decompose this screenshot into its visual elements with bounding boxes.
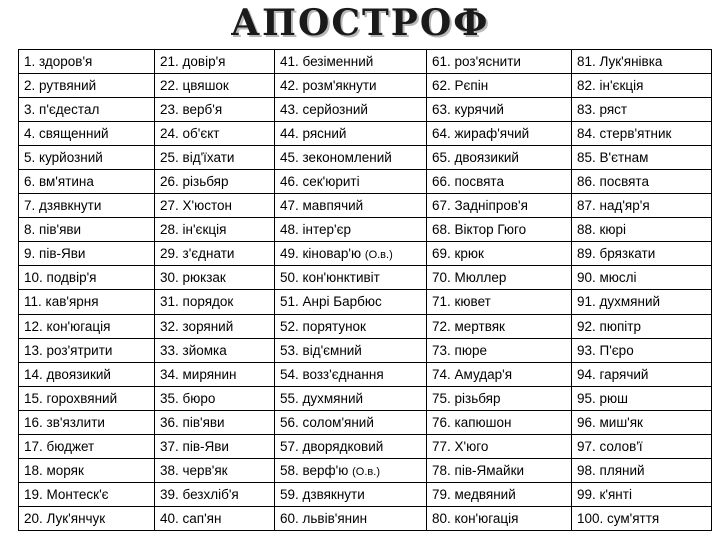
- word-cell: [572, 482, 712, 506]
- word-text: 67. Задніпров'я: [432, 198, 528, 214]
- word-text: 81. Лук'янівка: [577, 54, 663, 70]
- word-text: 41. безіменний: [280, 54, 374, 70]
- word-text: 54. возз'єднання: [280, 366, 384, 382]
- word-text: 91. духмяний: [577, 294, 661, 310]
- word-text: 51. Анрі Барбюс: [280, 294, 382, 310]
- word-cell: [155, 122, 275, 146]
- word-cell: [19, 290, 155, 314]
- word-cell: [155, 50, 275, 74]
- word-cell: [19, 242, 155, 266]
- word-cell: [155, 338, 275, 362]
- word-cell: [572, 242, 712, 266]
- word-text: 22. цвяшок: [160, 78, 229, 94]
- word-text: 17. бюджет: [24, 438, 95, 454]
- word-cell: [427, 122, 572, 146]
- word-text: 95. рюш: [577, 390, 628, 406]
- word-cell: [275, 242, 427, 266]
- word-text: 18. моряк: [24, 462, 84, 478]
- word-text: 98. пляний: [577, 462, 645, 478]
- word-cell: [572, 506, 712, 530]
- word-text: 38. черв'як: [160, 462, 228, 478]
- word-cell: [427, 170, 572, 194]
- word-cell: [19, 386, 155, 410]
- table-row: [19, 242, 712, 266]
- word-text: 53. від'ємний: [280, 342, 362, 358]
- word-text: 32. зоряний: [160, 318, 234, 334]
- page-title: АПОСТРОФ: [230, 2, 490, 44]
- table-row: [19, 194, 712, 218]
- word-text: 68. Віктор Гюго: [432, 222, 527, 238]
- word-text: 14. двоязикий: [24, 366, 111, 382]
- word-cell: [155, 218, 275, 242]
- word-cell: [155, 482, 275, 506]
- word-cell: [155, 506, 275, 530]
- word-cell: [275, 458, 427, 482]
- word-cell: [427, 290, 572, 314]
- word-cell: [155, 434, 275, 458]
- word-text: 79. медвяний: [432, 486, 516, 502]
- word-cell: [427, 458, 572, 482]
- word-cell: [19, 482, 155, 506]
- word-cell: [275, 218, 427, 242]
- word-cell: [427, 266, 572, 290]
- word-text: 16. зв'язлити: [24, 414, 105, 430]
- word-cell: [19, 50, 155, 74]
- word-text: 50. кон'юнктивіт: [280, 270, 380, 286]
- word-text: 56. солом'яний: [280, 414, 374, 430]
- table-row: [19, 338, 712, 362]
- word-cell: [427, 338, 572, 362]
- word-cell: [427, 314, 572, 338]
- word-text: 83. ряст: [577, 102, 628, 118]
- word-text: 45. зекономлений: [280, 150, 392, 166]
- word-text: 26. різьбяр: [160, 174, 229, 190]
- word-cell: [572, 362, 712, 386]
- word-text: 63. курячий: [432, 102, 504, 118]
- word-text: 96. миш'як: [577, 414, 643, 430]
- word-cell: [572, 74, 712, 98]
- word-text: 21. довір'я: [160, 54, 226, 70]
- word-cell: [155, 386, 275, 410]
- word-cell: [275, 338, 427, 362]
- word-text: 12. кон'югація: [24, 318, 111, 334]
- word-cell: [275, 410, 427, 434]
- word-text: 28. ін'єкція: [160, 222, 227, 238]
- word-text: 25. від'їхати: [160, 150, 235, 166]
- word-text: 57. дворядковий: [280, 438, 384, 454]
- word-text: 86. посвята: [577, 174, 649, 190]
- word-cell: [572, 122, 712, 146]
- word-text: 77. Х'юго: [432, 438, 489, 454]
- word-text: 97. солов'ї: [577, 438, 643, 454]
- word-cell: [427, 218, 572, 242]
- word-text: 24. об'єкт: [160, 126, 220, 142]
- word-cell: [155, 170, 275, 194]
- table-row: [19, 218, 712, 242]
- word-text: 3. п'єдестал: [24, 102, 100, 118]
- word-text: 74. Амудар'я: [432, 366, 513, 382]
- word-text: 48. інтер'єр: [280, 222, 351, 238]
- word-text: 15. горохвяний: [24, 390, 118, 406]
- word-cell: [427, 74, 572, 98]
- word-cell: [275, 194, 427, 218]
- table-row: [19, 146, 712, 170]
- word-text: 39. безхліб'я: [160, 486, 239, 502]
- word-text: 46. сек'юриті: [280, 174, 360, 190]
- word-cell: [427, 362, 572, 386]
- word-cell: [572, 266, 712, 290]
- table-row: [19, 170, 712, 194]
- word-cell: [275, 290, 427, 314]
- word-cell: [155, 146, 275, 170]
- word-text: 92. пюпітр: [577, 318, 641, 334]
- word-text: 10. подвір'я: [24, 270, 97, 286]
- word-cell: [427, 242, 572, 266]
- word-text: 43. серйозний: [280, 102, 368, 118]
- table-row: [19, 434, 712, 458]
- word-cell: [275, 74, 427, 98]
- word-text: 73. пюре: [432, 342, 487, 358]
- word-cell: [427, 194, 572, 218]
- word-cell: [19, 146, 155, 170]
- table-row: [19, 74, 712, 98]
- table-row: [19, 122, 712, 146]
- word-cell: [19, 266, 155, 290]
- word-text: 94. гарячий: [577, 366, 649, 382]
- word-text: 37. пів-Яви: [160, 438, 229, 454]
- word-text: 99. к'янті: [577, 486, 632, 502]
- word-cell: [19, 314, 155, 338]
- word-text: 100. сум'яття: [577, 510, 660, 526]
- word-text: 61. роз'яснити: [432, 54, 521, 70]
- word-text: 8. пів'яви: [24, 222, 82, 238]
- word-cell: [275, 50, 427, 74]
- word-note: (О.в.): [364, 249, 393, 262]
- word-cell: [572, 434, 712, 458]
- word-text: 47. мавпячий: [280, 198, 364, 214]
- word-text: 66. посвята: [432, 174, 504, 190]
- table-row: [19, 482, 712, 506]
- word-cell: [427, 50, 572, 74]
- word-text: 23. верб'я: [160, 102, 223, 118]
- word-table: [18, 49, 712, 531]
- word-cell: [19, 338, 155, 362]
- word-text: 55. духмяний: [280, 390, 364, 406]
- word-text: 29. з'єднати: [160, 246, 235, 262]
- word-cell: [572, 458, 712, 482]
- word-text: 82. ін'єкція: [577, 78, 644, 94]
- word-cell: [19, 122, 155, 146]
- word-text: 44. рясний: [280, 126, 347, 142]
- word-cell: [572, 338, 712, 362]
- word-cell: [155, 266, 275, 290]
- word-cell: [427, 482, 572, 506]
- word-text: 9. пів-Яви: [24, 246, 86, 262]
- word-text: 27. Х'юстон: [160, 198, 232, 214]
- word-cell: [19, 506, 155, 530]
- word-text: 58. верф'ю: [280, 462, 349, 478]
- table-row: [19, 506, 712, 530]
- word-text: 65. двоязикий: [432, 150, 519, 166]
- word-cell: [155, 74, 275, 98]
- word-cell: [19, 410, 155, 434]
- word-text: 34. мирянин: [160, 366, 237, 382]
- word-text: 52. порятунок: [280, 318, 366, 334]
- word-cell: [275, 266, 427, 290]
- word-text: 30. рюкзак: [160, 270, 226, 286]
- word-cell: [275, 122, 427, 146]
- word-cell: [427, 146, 572, 170]
- word-cell: [19, 434, 155, 458]
- word-cell: [427, 410, 572, 434]
- word-text: 69. крюк: [432, 246, 484, 262]
- word-cell: [19, 98, 155, 122]
- word-text: 49. кіновар'ю: [280, 246, 362, 262]
- word-cell: [572, 50, 712, 74]
- table-row: [19, 386, 712, 410]
- word-cell: [155, 458, 275, 482]
- word-text: 35. бюро: [160, 390, 216, 406]
- word-text: 19. Монтеск'є: [24, 486, 109, 502]
- word-text: 6. вм'ятина: [24, 174, 94, 190]
- word-text: 20. Лук'янчук: [24, 510, 106, 526]
- word-cell: [275, 362, 427, 386]
- word-cell: [572, 314, 712, 338]
- word-text: 5. курйозний: [24, 150, 103, 166]
- table-row: [19, 98, 712, 122]
- table-row: [19, 362, 712, 386]
- word-text: 84. стерв'ятник: [577, 126, 672, 142]
- word-cell: [275, 386, 427, 410]
- word-cell: [19, 194, 155, 218]
- word-text: 36. пів'яви: [160, 414, 225, 430]
- word-text: 93. П'єро: [577, 342, 634, 358]
- word-cell: [275, 434, 427, 458]
- word-cell: [427, 434, 572, 458]
- word-cell: [19, 458, 155, 482]
- word-cell: [572, 386, 712, 410]
- table-row: [19, 314, 712, 338]
- word-text: 71. кювет: [432, 294, 491, 310]
- word-cell: [572, 146, 712, 170]
- word-cell: [572, 170, 712, 194]
- word-cell: [572, 194, 712, 218]
- word-text: 87. над'яр'я: [577, 198, 650, 214]
- word-cell: [19, 218, 155, 242]
- word-cell: [275, 146, 427, 170]
- word-text: 42. розм'якнути: [280, 78, 377, 94]
- word-text: 89. брязкати: [577, 246, 656, 262]
- table-row: [19, 458, 712, 482]
- word-text: 13. роз'ятрити: [24, 342, 113, 358]
- word-cell: [427, 506, 572, 530]
- word-cell: [275, 482, 427, 506]
- word-text: 72. мертвяк: [432, 318, 505, 334]
- word-cell: [572, 218, 712, 242]
- word-text: 59. дзвякнути: [280, 486, 365, 502]
- table-row: [19, 290, 712, 314]
- word-cell: [572, 290, 712, 314]
- word-cell: [155, 242, 275, 266]
- word-text: 40. сап'ян: [160, 510, 222, 526]
- word-text: 31. порядок: [160, 294, 234, 310]
- word-text: 33. зйомка: [160, 342, 227, 358]
- word-text: 75. різьбяр: [432, 390, 501, 406]
- word-text: 76. капюшон: [432, 414, 512, 430]
- word-cell: [19, 74, 155, 98]
- word-text: 70. Мюллер: [432, 270, 507, 286]
- word-note: (О.в.): [352, 465, 380, 478]
- word-text: 78. пів-Ямайки: [432, 462, 525, 478]
- word-cell: [427, 386, 572, 410]
- word-cell: [572, 98, 712, 122]
- word-cell: [275, 98, 427, 122]
- word-cell: [19, 170, 155, 194]
- word-cell: [275, 506, 427, 530]
- word-cell: [155, 314, 275, 338]
- word-cell: [275, 170, 427, 194]
- word-cell: [19, 362, 155, 386]
- table-row: [19, 266, 712, 290]
- word-cell: [155, 410, 275, 434]
- word-text: 2. рутвяний: [24, 78, 97, 94]
- word-cell: [155, 290, 275, 314]
- word-cell: [427, 98, 572, 122]
- word-text: 4. священний: [24, 126, 109, 142]
- word-text: 85. В'єтнам: [577, 150, 649, 166]
- word-text: 80. кон'югація: [432, 510, 519, 526]
- word-text: 64. жираф'ячий: [432, 126, 530, 142]
- word-text: 88. кюрі: [577, 222, 627, 238]
- word-text: 60. львів'янин: [280, 510, 368, 526]
- word-text: 62. Рєпін: [432, 78, 489, 94]
- table-row: [19, 410, 712, 434]
- word-cell: [155, 98, 275, 122]
- word-text: 7. дзявкнути: [24, 198, 102, 214]
- word-cell: [572, 410, 712, 434]
- table-row: [19, 50, 712, 74]
- word-text: 90. мюслі: [577, 270, 637, 286]
- word-cell: [275, 314, 427, 338]
- word-text: 11. кав'ярня: [24, 294, 99, 310]
- word-cell: [155, 362, 275, 386]
- word-text: 1. здоров'я: [24, 54, 93, 70]
- word-cell: [155, 194, 275, 218]
